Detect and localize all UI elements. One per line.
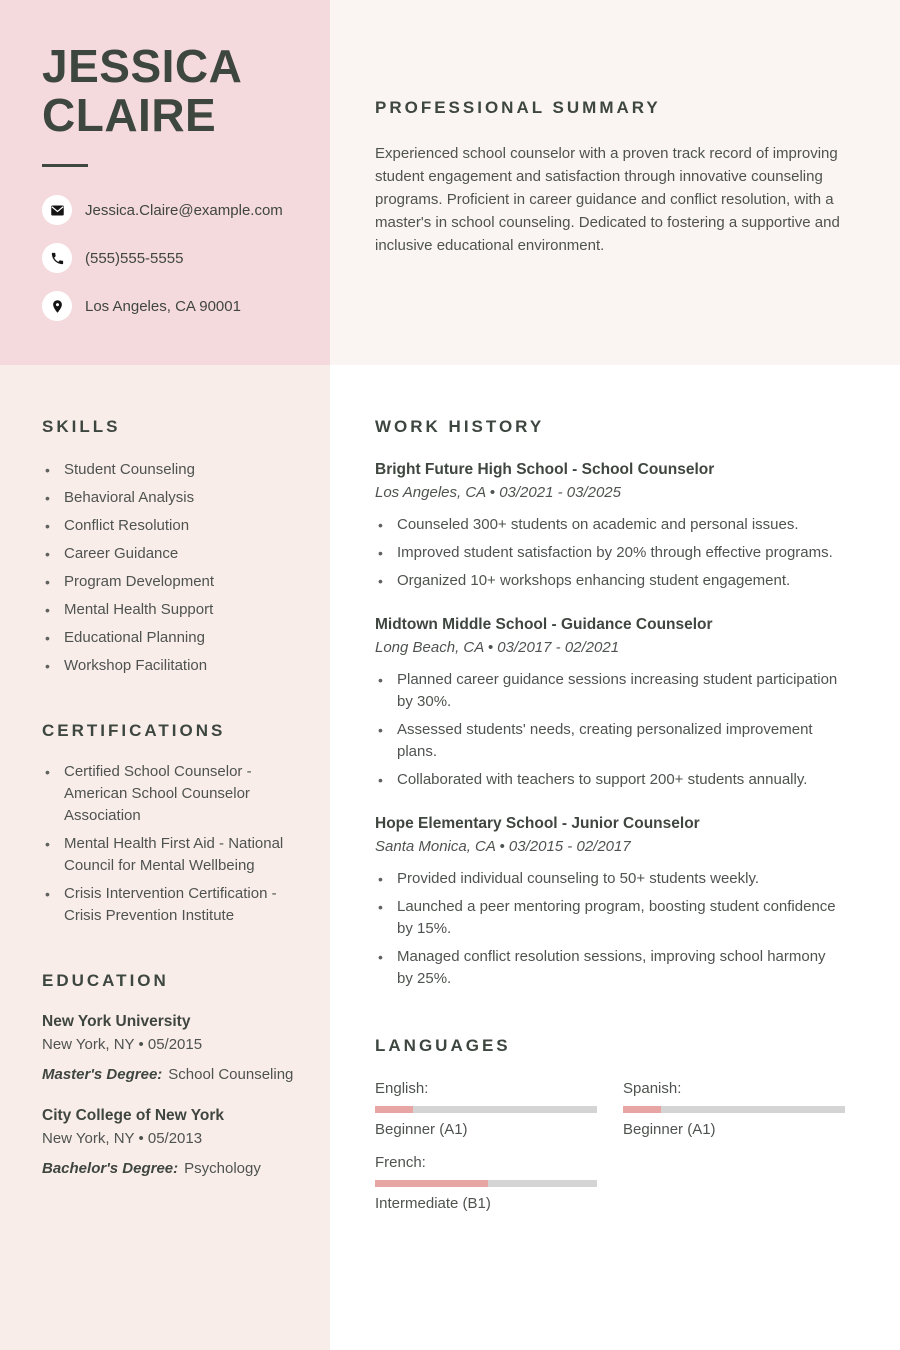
language-progress-bar — [375, 1180, 597, 1187]
work-history-section — [375, 417, 844, 990]
job-title: Bright Future High School - School Counselor — [375, 461, 715, 478]
skill-item: • Behavioral Analysis — [42, 487, 306, 509]
job-meta: Los Angeles, CA • 03/2021 - 03/2025 — [375, 484, 621, 501]
certifications-list — [42, 761, 306, 927]
job-entry — [375, 461, 844, 592]
job-bullet: • Launched a peer mentoring program, boosting student confidence by 15%. — [375, 896, 844, 940]
skills-list — [42, 459, 306, 677]
education-title: EDUCATION — [42, 971, 169, 990]
education-entry — [42, 1107, 306, 1177]
email-icon — [42, 195, 72, 225]
language-level: Beginner (A1) — [375, 1121, 468, 1138]
certification-item: • Certified School Counselor - American School Counselor Association — [42, 761, 306, 827]
language-level: Intermediate (B1) — [375, 1195, 491, 1212]
job-bullets — [375, 868, 844, 990]
job-meta: Long Beach, CA • 03/2017 - 02/2021 — [375, 639, 620, 656]
skill-item: • Workshop Facilitation — [42, 655, 306, 677]
language-name: English: — [375, 1080, 429, 1097]
job-title: Hope Elementary School - Junior Counselor — [375, 815, 700, 832]
language-progress-fill — [375, 1180, 488, 1187]
work-history-title: WORK HISTORY — [375, 417, 545, 436]
languages-grid — [375, 1080, 844, 1212]
job-bullet: • Provided individual counseling to 50+ students weekly. — [375, 868, 844, 890]
language-progress-bar — [375, 1106, 597, 1113]
job-bullets — [375, 514, 844, 592]
job-bullet: • Planned career guidance sessions increasing student participation by 30%. — [375, 669, 844, 713]
education-degree — [42, 1066, 306, 1083]
contact-list — [42, 195, 306, 321]
degree-label: Master's Degree: — [42, 1066, 163, 1083]
skill-item: • Conflict Resolution — [42, 515, 306, 537]
job-meta: Santa Monica, CA • 03/2015 - 02/2017 — [375, 838, 631, 855]
education-section — [42, 971, 306, 1177]
job-bullet: • Managed conflict resolution sessions, improving school harmony by 25%. — [375, 946, 844, 990]
contact-email-text: Jessica.Claire@example.com — [85, 201, 283, 219]
identity-header — [0, 0, 330, 365]
contact-location — [42, 291, 306, 321]
skill-item: • Career Guidance — [42, 543, 306, 565]
language-level: Beginner (A1) — [623, 1121, 716, 1138]
skill-item: • Mental Health Support — [42, 599, 306, 621]
language-entry — [623, 1080, 845, 1138]
certification-item: • Mental Health First Aid - National Council for Mental Wellbeing — [42, 833, 306, 877]
language-progress-fill — [375, 1106, 413, 1113]
job-entry — [375, 616, 844, 791]
contact-email — [42, 195, 306, 225]
job-bullets — [375, 669, 844, 791]
job-bullet: • Counseled 300+ students on academic and personal issues. — [375, 514, 844, 536]
job-title: Midtown Middle School - Guidance Counselor — [375, 616, 713, 633]
job-bullet: • Organized 10+ workshops enhancing student engagement. — [375, 570, 844, 592]
certifications-title: CERTIFICATIONS — [42, 721, 226, 740]
language-name: French: — [375, 1154, 426, 1171]
summary-title: PROFESSIONAL SUMMARY — [375, 98, 661, 117]
certification-item: • Crisis Intervention Certification - Crisis Prevention Institute — [42, 883, 306, 927]
summary-text: Experienced school counselor with a proven track record of improving student engagement and satisfaction through innovative counseling programs. Proficient in career guidance and conflict resolution, with a master's in school counseling. Dedicated to fostering a supportive and inclusive educational environment. — [375, 145, 840, 254]
contact-phone-text: (555)555-5555 — [85, 249, 184, 267]
language-entry — [375, 1154, 597, 1212]
job-entry — [375, 815, 844, 990]
skill-item: • Student Counseling — [42, 459, 306, 481]
skill-item: • Educational Planning — [42, 627, 306, 649]
education-school: New York University — [42, 1013, 191, 1030]
language-progress-fill — [623, 1106, 661, 1113]
main-column — [330, 365, 900, 1350]
sidebar — [0, 365, 330, 1350]
education-meta: New York, NY • 05/2015 — [42, 1036, 203, 1053]
job-bullet: • Assessed students' needs, creating personalized improvement plans. — [375, 719, 844, 763]
degree-value: School Counseling — [168, 1066, 294, 1083]
languages-section — [375, 1036, 844, 1212]
first-name: JESSICA — [42, 40, 243, 92]
education-degree — [42, 1160, 306, 1177]
contact-phone — [42, 243, 306, 273]
certifications-section — [42, 721, 306, 927]
language-name: Spanish: — [623, 1080, 682, 1097]
education-meta: New York, NY • 05/2013 — [42, 1130, 203, 1147]
language-progress-bar — [623, 1106, 845, 1113]
language-entry — [375, 1080, 597, 1138]
person-name — [42, 42, 306, 140]
job-bullet: • Improved student satisfaction by 20% through effective programs. — [375, 542, 844, 564]
last-name: CLAIRE — [42, 89, 217, 141]
degree-value: Psychology — [184, 1160, 261, 1177]
skills-title: SKILLS — [42, 417, 121, 436]
languages-title: LANGUAGES — [375, 1036, 511, 1055]
name-divider — [42, 164, 88, 167]
education-entry — [42, 1013, 306, 1083]
location-icon — [42, 291, 72, 321]
job-bullet: • Collaborated with teachers to support 200+ students annually. — [375, 769, 844, 791]
education-school: City College of New York — [42, 1107, 225, 1124]
summary-section — [330, 0, 900, 365]
contact-location-text: Los Angeles, CA 90001 — [85, 297, 241, 315]
degree-label: Bachelor's Degree: — [42, 1160, 179, 1177]
skills-section — [42, 417, 306, 677]
phone-icon — [42, 243, 72, 273]
skill-item: • Program Development — [42, 571, 306, 593]
